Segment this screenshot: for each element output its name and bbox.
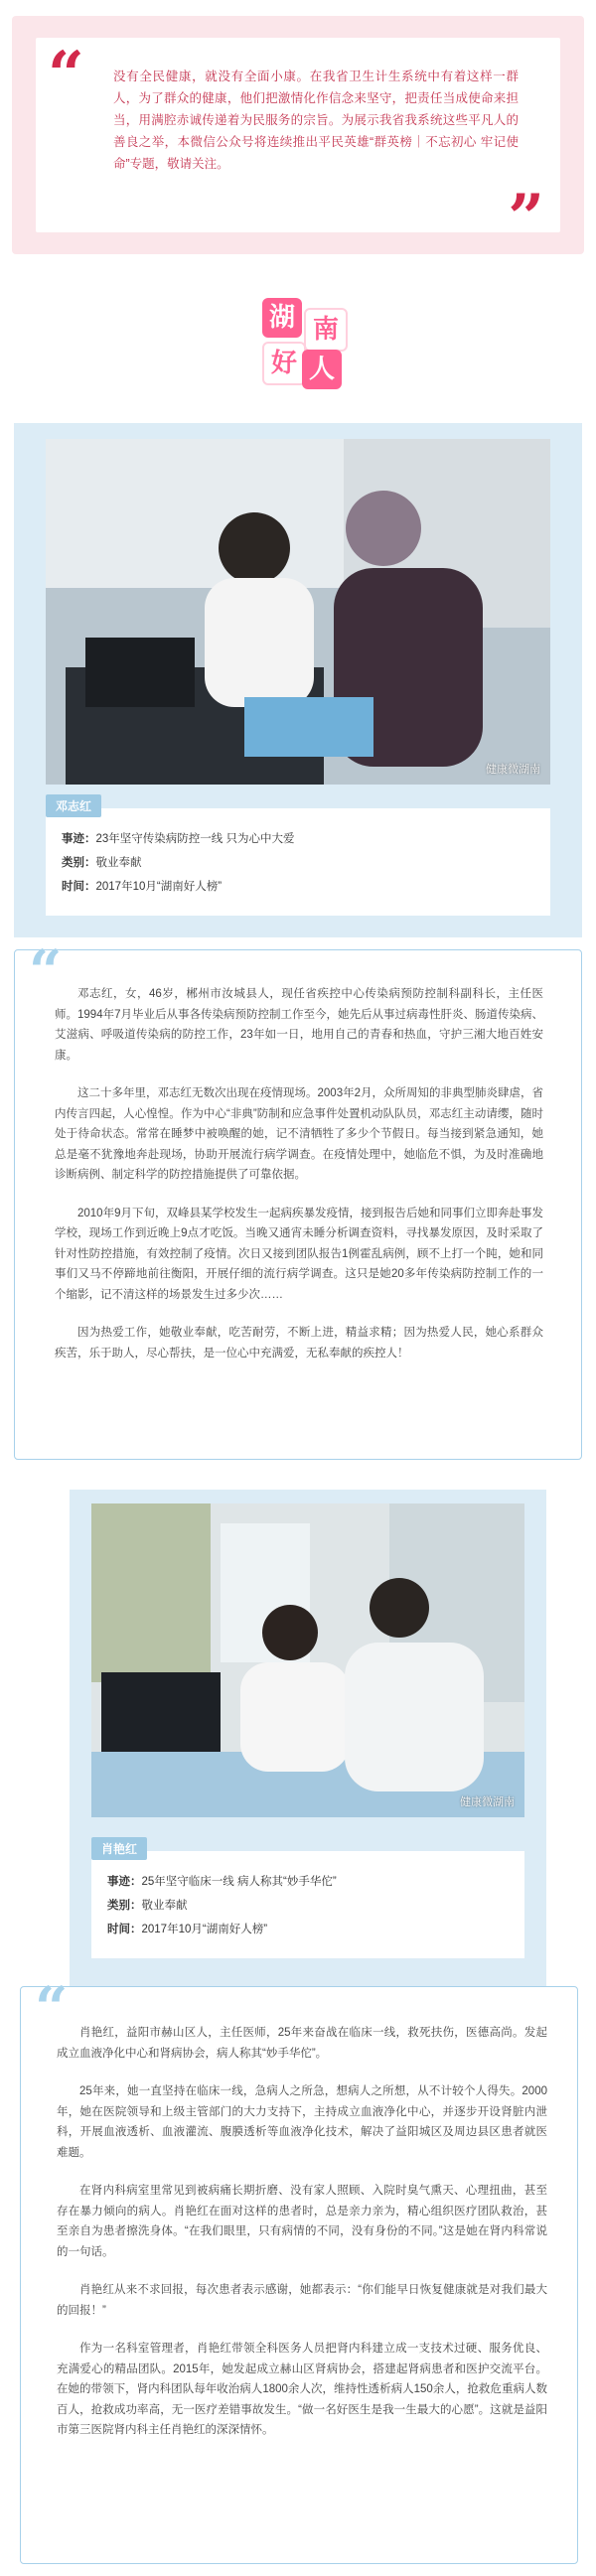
story-quote-icon-1: “ [29, 937, 63, 1005]
logo-char-4: 人 [302, 350, 342, 389]
person-name-1: 邓志红 [46, 794, 101, 817]
story-paragraphs-2 [57, 2023, 547, 2459]
story-quote-icon-2: “ [35, 1974, 69, 2042]
person-info-1 [46, 799, 550, 916]
story-paragraph: 肖艳红从来不求回报，每次患者表示感谢，她都表示：“你们能早日恢复健康就是对我们最大的回报！” [57, 2284, 547, 2317]
hunan-good-people-logo [254, 294, 350, 389]
photo-illustration-2 [91, 1503, 524, 1817]
photo-illustration-1 [46, 439, 550, 785]
close-quote-icon: ” [508, 181, 544, 255]
person-card-2 [70, 1490, 546, 1986]
photo-watermark-2: 健康微湖南 [460, 1796, 515, 1808]
intro-banner [12, 16, 584, 254]
intro-card [36, 38, 560, 255]
story-paragraph: 因为热爱工作，她敬业奉献，吃苦耐劳，不断上进，精益求精；因为热爱人民，她心系群众疾苦，乐于助人，尽心帮扶，是一位心中充满爱，无私奉献的疾控人！ [55, 1327, 543, 1360]
person-photo-1 [46, 439, 550, 785]
deed-value: 25年坚守临床一线 病人称其“妙手华佗” [141, 1876, 337, 1888]
category-value: 敬业奉献 [95, 857, 142, 869]
story-paragraph: 作为一名科室管理者，肖艳红带领全科医务人员把肾内科建立成一支技术过硬、服务优良、充满爱心的精品团队。2015年，她发起成立赫山区肾病协会，搭建起肾病患者和医护交流平台。在她的带领下，肾内科团队每年收治病人1800余人次，维持性透析病人150余人，抢救危重病人数百人，抢救成功率高，无一医疗差错事故发生。“做一名好医生是我一生最大的心愿”。这就是益阳市第三医院肾内科主任肖艳红的深深情怀。 [57, 2343, 547, 2436]
story-paragraph: 2010年9月下旬，双峰县某学校发生一起病疾暴发疫情，接到报告后她和同事们立即奔赴事发学校，现场工作到近晚上9点才吃饭。当晚又通宵未睡分析调查资料，寻找暴发原因，及时采取了针对性防控措施，有效控制了疫情。次日又接到团队报告1例霍乱病例，顾不上打一个盹，她和同事们又马不停蹄地前往衡阳，开展仔细的流行病学调查。这只是她20多年传染病防控制工作的一个缩影，记不清这样的场景发生过多少次…… [55, 1207, 543, 1301]
category-row-2 [107, 1897, 188, 1913]
story-paragraph: 邓志红，女，46岁，郴州市汝城县人，现任省疾控中心传染病预防控制科副科长，主任医师。1994年7月毕业后从事各传染病预防控制工作至今，她先后从事过病毒性肝炎、肠道传染病、艾滋病、呼吸道传染病的防控工作，23年如一日，地用自己的青春和热血，守护三湘大地百姓安康。 [55, 988, 543, 1062]
deed-label: 事迹： [62, 833, 96, 845]
logo-char-3: 好 [262, 342, 306, 385]
person-photo-2 [91, 1503, 524, 1817]
story-paragraph: 这二十多年里，邓志红无数次出现在疫情现场。2003年2月，众所周知的非典型肺炎肆虐，省内传言四起，人心惶惶。作为中心“非典”防制和应急事件处置机动队队员，邓志红主动请缨，随时处于待命状态。常常在睡梦中被唤醒的她，记不清牺牲了多少个节假日。每当接到紧急通知，她总是毫不犹豫地奔赴现场，协助开展流行病学调查。在疫情处理中，她临危不惧，为及时准确地诊断病例、制定科学的防控措施提供了可靠依据。 [55, 1087, 543, 1181]
logo-char-2: 南 [304, 308, 348, 352]
logo-char-1: 湖 [262, 298, 302, 338]
category-label: 类别： [107, 1900, 142, 1912]
time-row-2 [107, 1921, 267, 1936]
time-value: 2017年10月“湖南好人榜” [141, 1924, 268, 1935]
story-box-1 [14, 937, 582, 1460]
person-info-2 [91, 1842, 524, 1958]
deed-row-1 [62, 830, 295, 846]
deed-label: 事迹： [107, 1876, 142, 1888]
time-label: 时间： [62, 881, 96, 893]
category-row-1 [62, 854, 142, 870]
story-paragraphs-1 [55, 984, 543, 1381]
intro-text: 没有全民健康，就没有全面小康。在我省卫生计生系统中有着这样一群人，为了群众的健康，他们把激情化作信念来坚守，把责任当成使命来担当，用满腔赤诚传递着为民服务的宗旨。为展示我省我系统这些平凡人的善良之举，本微信公众号将连续推出平民英雄“群英榜｜不忘初心 牢记使命”专题，敬请关注。 [113, 70, 519, 171]
time-label: 时间： [107, 1924, 142, 1935]
category-label: 类别： [62, 857, 96, 869]
category-value: 敬业奉献 [141, 1900, 188, 1912]
story-paragraph: 25年来，她一直坚持在临床一线，急病人之所急，想病人之所想，从不计较个人得失。2000年，她在医院领导和上级主管部门的大力支持下，主持成立血液净化中心，并逐步开设肾脏内泄科，开展血液透析、血液灌流、腹膜透析等血液净化技术，解决了益阳城区及周边县区患者就医难题。 [57, 2085, 547, 2159]
deed-value: 23年坚守传染病防控一线 只为心中大爱 [95, 833, 295, 845]
time-value: 2017年10月“湖南好人榜” [95, 881, 223, 893]
deed-row-2 [107, 1873, 337, 1889]
photo-watermark-1: 健康微湖南 [486, 764, 540, 776]
person-name-2: 肖艳红 [91, 1837, 147, 1860]
open-quote-icon: “ [48, 38, 84, 112]
story-box-2 [20, 1974, 578, 2564]
story-paragraph: 在肾内科病室里常见到被病痛长期折磨、没有家人照顾、入院时臭气熏天、心理扭曲，甚至存在暴力倾向的病人。肖艳红在面对这样的患者时，总是亲力亲为，精心组织医疗团队救治，甚至亲自为患者擦洗身体。“在我们眼里，只有病情的不同，没有身份的不同。”这是她在肾内科常说的一句话。 [57, 2185, 547, 2258]
person-card-1 [14, 423, 582, 937]
time-row-1 [62, 878, 222, 894]
story-paragraph: 肖艳红，益阳市赫山区人，主任医师，25年来奋战在临床一线，救死扶伤，医德高尚。发起成立血液净化中心和肾病协会，病人称其“妙手华佗”。 [57, 2027, 547, 2060]
